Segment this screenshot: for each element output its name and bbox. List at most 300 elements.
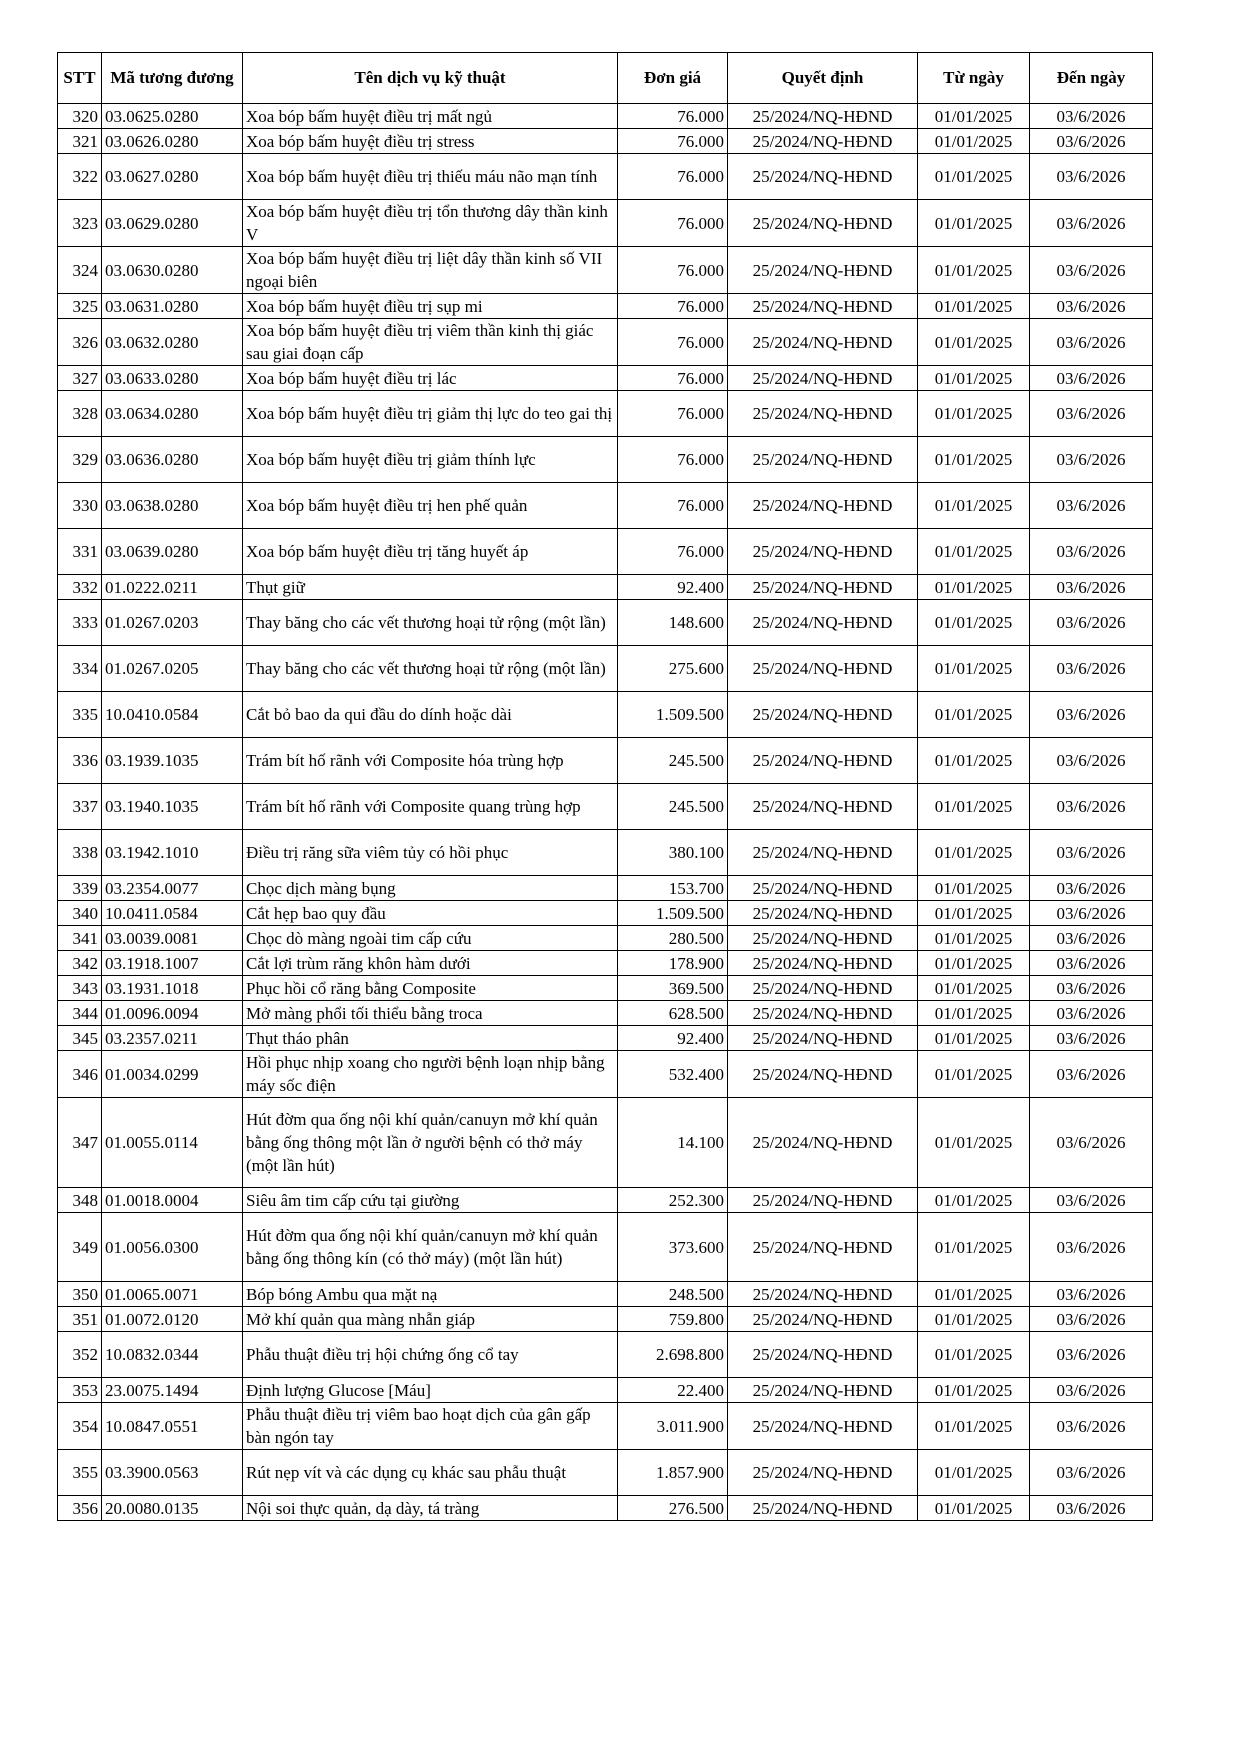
cell-price: 1.509.500 bbox=[618, 901, 728, 926]
cell-from-date: 01/01/2025 bbox=[918, 294, 1030, 319]
table-body bbox=[58, 104, 1153, 1521]
cell-to-date: 03/6/2026 bbox=[1030, 1378, 1153, 1403]
cell-from-date: 01/01/2025 bbox=[918, 200, 1030, 247]
cell-decision: 25/2024/NQ-HĐND bbox=[728, 1450, 918, 1496]
table-row bbox=[58, 926, 1153, 951]
cell-code: 01.0034.0299 bbox=[102, 1051, 243, 1098]
cell-price: 76.000 bbox=[618, 437, 728, 483]
cell-code: 01.0222.0211 bbox=[102, 575, 243, 600]
cell-stt: 340 bbox=[58, 901, 102, 926]
cell-stt: 326 bbox=[58, 319, 102, 366]
cell-to-date: 03/6/2026 bbox=[1030, 1403, 1153, 1450]
cell-to-date: 03/6/2026 bbox=[1030, 692, 1153, 738]
cell-to-date: 03/6/2026 bbox=[1030, 784, 1153, 830]
cell-price: 373.600 bbox=[618, 1213, 728, 1282]
cell-code: 03.0632.0280 bbox=[102, 319, 243, 366]
cell-to-date: 03/6/2026 bbox=[1030, 366, 1153, 391]
cell-decision: 25/2024/NQ-HĐND bbox=[728, 1307, 918, 1332]
cell-service-name: Chọc dò màng ngoài tim cấp cứu bbox=[243, 926, 618, 951]
cell-from-date: 01/01/2025 bbox=[918, 319, 1030, 366]
cell-from-date: 01/01/2025 bbox=[918, 830, 1030, 876]
table-row bbox=[58, 200, 1153, 247]
table-row bbox=[58, 319, 1153, 366]
table-row bbox=[58, 876, 1153, 901]
table-row bbox=[58, 1332, 1153, 1378]
cell-service-name: Chọc dịch màng bụng bbox=[243, 876, 618, 901]
cell-service-name: Xoa bóp bấm huyệt điều trị lác bbox=[243, 366, 618, 391]
cell-decision: 25/2024/NQ-HĐND bbox=[728, 876, 918, 901]
cell-to-date: 03/6/2026 bbox=[1030, 129, 1153, 154]
table-row bbox=[58, 1378, 1153, 1403]
cell-to-date: 03/6/2026 bbox=[1030, 391, 1153, 437]
cell-service-name: Mở khí quản qua màng nhẫn giáp bbox=[243, 1307, 618, 1332]
cell-decision: 25/2024/NQ-HĐND bbox=[728, 951, 918, 976]
cell-price: 76.000 bbox=[618, 104, 728, 129]
cell-service-name: Định lượng Glucose [Máu] bbox=[243, 1378, 618, 1403]
cell-code: 20.0080.0135 bbox=[102, 1496, 243, 1521]
cell-code: 03.0634.0280 bbox=[102, 391, 243, 437]
cell-code: 03.0626.0280 bbox=[102, 129, 243, 154]
cell-to-date: 03/6/2026 bbox=[1030, 1051, 1153, 1098]
cell-to-date: 03/6/2026 bbox=[1030, 575, 1153, 600]
cell-price: 1.857.900 bbox=[618, 1450, 728, 1496]
cell-decision: 25/2024/NQ-HĐND bbox=[728, 1001, 918, 1026]
cell-service-name: Nội soi thực quản, dạ dày, tá tràng bbox=[243, 1496, 618, 1521]
cell-stt: 354 bbox=[58, 1403, 102, 1450]
cell-to-date: 03/6/2026 bbox=[1030, 1001, 1153, 1026]
cell-code: 03.0639.0280 bbox=[102, 529, 243, 575]
cell-stt: 322 bbox=[58, 154, 102, 200]
cell-price: 76.000 bbox=[618, 391, 728, 437]
cell-decision: 25/2024/NQ-HĐND bbox=[728, 294, 918, 319]
cell-service-name: Mở màng phổi tối thiểu bằng troca bbox=[243, 1001, 618, 1026]
cell-price: 76.000 bbox=[618, 294, 728, 319]
cell-from-date: 01/01/2025 bbox=[918, 1051, 1030, 1098]
table-row bbox=[58, 1051, 1153, 1098]
table-row bbox=[58, 784, 1153, 830]
cell-service-name: Xoa bóp bấm huyệt điều trị giảm thính lực bbox=[243, 437, 618, 483]
cell-code: 03.1940.1035 bbox=[102, 784, 243, 830]
cell-price: 76.000 bbox=[618, 366, 728, 391]
cell-stt: 334 bbox=[58, 646, 102, 692]
table-row bbox=[58, 1213, 1153, 1282]
table-row bbox=[58, 692, 1153, 738]
cell-from-date: 01/01/2025 bbox=[918, 1001, 1030, 1026]
cell-stt: 331 bbox=[58, 529, 102, 575]
cell-decision: 25/2024/NQ-HĐND bbox=[728, 483, 918, 529]
table-row bbox=[58, 129, 1153, 154]
cell-to-date: 03/6/2026 bbox=[1030, 646, 1153, 692]
cell-decision: 25/2024/NQ-HĐND bbox=[728, 319, 918, 366]
cell-service-name: Phẫu thuật điều trị hội chứng ống cổ tay bbox=[243, 1332, 618, 1378]
cell-code: 01.0267.0205 bbox=[102, 646, 243, 692]
cell-from-date: 01/01/2025 bbox=[918, 129, 1030, 154]
cell-decision: 25/2024/NQ-HĐND bbox=[728, 1188, 918, 1213]
cell-decision: 25/2024/NQ-HĐND bbox=[728, 830, 918, 876]
cell-price: 76.000 bbox=[618, 529, 728, 575]
cell-from-date: 01/01/2025 bbox=[918, 1403, 1030, 1450]
cell-from-date: 01/01/2025 bbox=[918, 1307, 1030, 1332]
cell-service-name: Xoa bóp bấm huyệt điều trị giảm thị lực do teo gai thị bbox=[243, 391, 618, 437]
cell-decision: 25/2024/NQ-HĐND bbox=[728, 1378, 918, 1403]
cell-decision: 25/2024/NQ-HĐND bbox=[728, 1213, 918, 1282]
cell-from-date: 01/01/2025 bbox=[918, 1282, 1030, 1307]
cell-code: 03.0625.0280 bbox=[102, 104, 243, 129]
cell-code: 01.0055.0114 bbox=[102, 1098, 243, 1188]
cell-to-date: 03/6/2026 bbox=[1030, 1213, 1153, 1282]
cell-from-date: 01/01/2025 bbox=[918, 1450, 1030, 1496]
cell-from-date: 01/01/2025 bbox=[918, 976, 1030, 1001]
cell-to-date: 03/6/2026 bbox=[1030, 901, 1153, 926]
table-row bbox=[58, 738, 1153, 784]
header-price: Đơn giá bbox=[618, 53, 728, 104]
table-row bbox=[58, 366, 1153, 391]
cell-price: 76.000 bbox=[618, 154, 728, 200]
cell-to-date: 03/6/2026 bbox=[1030, 926, 1153, 951]
cell-price: 76.000 bbox=[618, 319, 728, 366]
cell-stt: 324 bbox=[58, 247, 102, 294]
cell-from-date: 01/01/2025 bbox=[918, 784, 1030, 830]
cell-from-date: 01/01/2025 bbox=[918, 154, 1030, 200]
cell-service-name: Bóp bóng Ambu qua mặt nạ bbox=[243, 1282, 618, 1307]
cell-stt: 338 bbox=[58, 830, 102, 876]
cell-to-date: 03/6/2026 bbox=[1030, 104, 1153, 129]
cell-stt: 336 bbox=[58, 738, 102, 784]
table-row bbox=[58, 1282, 1153, 1307]
table-row bbox=[58, 104, 1153, 129]
cell-from-date: 01/01/2025 bbox=[918, 1332, 1030, 1378]
header-name: Tên dịch vụ kỹ thuật bbox=[243, 53, 618, 104]
cell-stt: 342 bbox=[58, 951, 102, 976]
cell-price: 76.000 bbox=[618, 483, 728, 529]
cell-to-date: 03/6/2026 bbox=[1030, 738, 1153, 784]
cell-to-date: 03/6/2026 bbox=[1030, 437, 1153, 483]
cell-decision: 25/2024/NQ-HĐND bbox=[728, 1282, 918, 1307]
cell-service-name: Xoa bóp bấm huyệt điều trị sụp mi bbox=[243, 294, 618, 319]
table-row bbox=[58, 976, 1153, 1001]
cell-stt: 341 bbox=[58, 926, 102, 951]
cell-decision: 25/2024/NQ-HĐND bbox=[728, 529, 918, 575]
cell-to-date: 03/6/2026 bbox=[1030, 529, 1153, 575]
service-price-table bbox=[57, 52, 1153, 1521]
cell-from-date: 01/01/2025 bbox=[918, 247, 1030, 294]
table-header bbox=[58, 53, 1153, 104]
cell-price: 76.000 bbox=[618, 200, 728, 247]
table-row bbox=[58, 575, 1153, 600]
cell-code: 03.0629.0280 bbox=[102, 200, 243, 247]
cell-stt: 325 bbox=[58, 294, 102, 319]
cell-price: 275.600 bbox=[618, 646, 728, 692]
cell-service-name: Điều trị răng sữa viêm tủy có hồi phục bbox=[243, 830, 618, 876]
header-to-date: Đến ngày bbox=[1030, 53, 1153, 104]
cell-decision: 25/2024/NQ-HĐND bbox=[728, 926, 918, 951]
cell-service-name: Thay băng cho các vết thương hoại tử rộng (một lần) bbox=[243, 646, 618, 692]
cell-price: 380.100 bbox=[618, 830, 728, 876]
cell-service-name: Rút nẹp vít và các dụng cụ khác sau phẫu thuật bbox=[243, 1450, 618, 1496]
cell-from-date: 01/01/2025 bbox=[918, 1213, 1030, 1282]
cell-service-name: Thay băng cho các vết thương hoại tử rộng (một lần) bbox=[243, 600, 618, 646]
cell-code: 01.0056.0300 bbox=[102, 1213, 243, 1282]
table-row bbox=[58, 1098, 1153, 1188]
table-row bbox=[58, 830, 1153, 876]
cell-decision: 25/2024/NQ-HĐND bbox=[728, 976, 918, 1001]
cell-stt: 356 bbox=[58, 1496, 102, 1521]
cell-code: 01.0072.0120 bbox=[102, 1307, 243, 1332]
cell-from-date: 01/01/2025 bbox=[918, 391, 1030, 437]
cell-to-date: 03/6/2026 bbox=[1030, 483, 1153, 529]
table-row bbox=[58, 1496, 1153, 1521]
cell-to-date: 03/6/2026 bbox=[1030, 1450, 1153, 1496]
cell-code: 10.0410.0584 bbox=[102, 692, 243, 738]
cell-from-date: 01/01/2025 bbox=[918, 901, 1030, 926]
cell-decision: 25/2024/NQ-HĐND bbox=[728, 901, 918, 926]
cell-to-date: 03/6/2026 bbox=[1030, 1307, 1153, 1332]
cell-from-date: 01/01/2025 bbox=[918, 437, 1030, 483]
table-row bbox=[58, 294, 1153, 319]
cell-stt: 352 bbox=[58, 1332, 102, 1378]
cell-service-name: Xoa bóp bấm huyệt điều trị thiếu máu não mạn tính bbox=[243, 154, 618, 200]
cell-decision: 25/2024/NQ-HĐND bbox=[728, 1332, 918, 1378]
cell-code: 03.0630.0280 bbox=[102, 247, 243, 294]
cell-stt: 321 bbox=[58, 129, 102, 154]
cell-to-date: 03/6/2026 bbox=[1030, 294, 1153, 319]
cell-price: 92.400 bbox=[618, 1026, 728, 1051]
header-decision: Quyết định bbox=[728, 53, 918, 104]
cell-stt: 335 bbox=[58, 692, 102, 738]
cell-decision: 25/2024/NQ-HĐND bbox=[728, 1098, 918, 1188]
cell-to-date: 03/6/2026 bbox=[1030, 319, 1153, 366]
cell-service-name: Trám bít hố rãnh với Composite quang trùng hợp bbox=[243, 784, 618, 830]
cell-stt: 327 bbox=[58, 366, 102, 391]
cell-code: 03.0627.0280 bbox=[102, 154, 243, 200]
cell-code: 03.0039.0081 bbox=[102, 926, 243, 951]
cell-service-name: Thụt giữ bbox=[243, 575, 618, 600]
cell-from-date: 01/01/2025 bbox=[918, 575, 1030, 600]
cell-to-date: 03/6/2026 bbox=[1030, 876, 1153, 901]
cell-stt: 347 bbox=[58, 1098, 102, 1188]
cell-stt: 349 bbox=[58, 1213, 102, 1282]
cell-decision: 25/2024/NQ-HĐND bbox=[728, 129, 918, 154]
table-row bbox=[58, 1188, 1153, 1213]
cell-decision: 25/2024/NQ-HĐND bbox=[728, 1051, 918, 1098]
table-row bbox=[58, 529, 1153, 575]
cell-to-date: 03/6/2026 bbox=[1030, 200, 1153, 247]
cell-code: 10.0832.0344 bbox=[102, 1332, 243, 1378]
cell-price: 1.509.500 bbox=[618, 692, 728, 738]
cell-to-date: 03/6/2026 bbox=[1030, 1026, 1153, 1051]
cell-price: 153.700 bbox=[618, 876, 728, 901]
table-row bbox=[58, 391, 1153, 437]
cell-price: 148.600 bbox=[618, 600, 728, 646]
cell-code: 03.1931.1018 bbox=[102, 976, 243, 1001]
cell-to-date: 03/6/2026 bbox=[1030, 1332, 1153, 1378]
cell-service-name: Hồi phục nhịp xoang cho người bệnh loạn nhịp bằng máy sốc điện bbox=[243, 1051, 618, 1098]
cell-price: 76.000 bbox=[618, 247, 728, 294]
cell-stt: 348 bbox=[58, 1188, 102, 1213]
table-row bbox=[58, 1403, 1153, 1450]
cell-stt: 328 bbox=[58, 391, 102, 437]
cell-service-name: Thụt tháo phân bbox=[243, 1026, 618, 1051]
cell-from-date: 01/01/2025 bbox=[918, 692, 1030, 738]
cell-service-name: Phẫu thuật điều trị viêm bao hoạt dịch của gân gấp bàn ngón tay bbox=[243, 1403, 618, 1450]
cell-from-date: 01/01/2025 bbox=[918, 738, 1030, 784]
cell-price: 628.500 bbox=[618, 1001, 728, 1026]
cell-code: 03.2354.0077 bbox=[102, 876, 243, 901]
cell-from-date: 01/01/2025 bbox=[918, 876, 1030, 901]
table-row bbox=[58, 1450, 1153, 1496]
cell-code: 03.2357.0211 bbox=[102, 1026, 243, 1051]
cell-service-name: Phục hồi cổ răng bằng Composite bbox=[243, 976, 618, 1001]
cell-price: 3.011.900 bbox=[618, 1403, 728, 1450]
cell-price: 245.500 bbox=[618, 738, 728, 784]
cell-stt: 350 bbox=[58, 1282, 102, 1307]
cell-service-name: Cắt hẹp bao quy đầu bbox=[243, 901, 618, 926]
table-row bbox=[58, 247, 1153, 294]
cell-code: 03.0636.0280 bbox=[102, 437, 243, 483]
cell-code: 03.1939.1035 bbox=[102, 738, 243, 784]
table-row bbox=[58, 951, 1153, 976]
cell-decision: 25/2024/NQ-HĐND bbox=[728, 1496, 918, 1521]
cell-code: 03.0638.0280 bbox=[102, 483, 243, 529]
cell-service-name: Trám bít hố rãnh với Composite hóa trùng hợp bbox=[243, 738, 618, 784]
table-row bbox=[58, 1307, 1153, 1332]
header-stt: STT bbox=[58, 53, 102, 104]
cell-price: 22.400 bbox=[618, 1378, 728, 1403]
cell-code: 01.0018.0004 bbox=[102, 1188, 243, 1213]
cell-decision: 25/2024/NQ-HĐND bbox=[728, 391, 918, 437]
cell-to-date: 03/6/2026 bbox=[1030, 247, 1153, 294]
cell-from-date: 01/01/2025 bbox=[918, 529, 1030, 575]
cell-price: 2.698.800 bbox=[618, 1332, 728, 1378]
cell-price: 14.100 bbox=[618, 1098, 728, 1188]
table-row bbox=[58, 483, 1153, 529]
cell-from-date: 01/01/2025 bbox=[918, 1378, 1030, 1403]
cell-price: 178.900 bbox=[618, 951, 728, 976]
cell-stt: 343 bbox=[58, 976, 102, 1001]
cell-service-name: Xoa bóp bấm huyệt điều trị mất ngủ bbox=[243, 104, 618, 129]
cell-price: 276.500 bbox=[618, 1496, 728, 1521]
table-row bbox=[58, 646, 1153, 692]
cell-decision: 25/2024/NQ-HĐND bbox=[728, 1026, 918, 1051]
cell-service-name: Cắt lợi trùm răng khôn hàm dưới bbox=[243, 951, 618, 976]
cell-service-name: Xoa bóp bấm huyệt điều trị tăng huyết áp bbox=[243, 529, 618, 575]
cell-code: 10.0847.0551 bbox=[102, 1403, 243, 1450]
cell-stt: 330 bbox=[58, 483, 102, 529]
table-row bbox=[58, 1026, 1153, 1051]
cell-stt: 320 bbox=[58, 104, 102, 129]
cell-from-date: 01/01/2025 bbox=[918, 1026, 1030, 1051]
cell-code: 03.0633.0280 bbox=[102, 366, 243, 391]
cell-service-name: Xoa bóp bấm huyệt điều trị hen phế quản bbox=[243, 483, 618, 529]
cell-stt: 355 bbox=[58, 1450, 102, 1496]
cell-decision: 25/2024/NQ-HĐND bbox=[728, 437, 918, 483]
cell-from-date: 01/01/2025 bbox=[918, 926, 1030, 951]
cell-from-date: 01/01/2025 bbox=[918, 646, 1030, 692]
cell-price: 759.800 bbox=[618, 1307, 728, 1332]
cell-price: 92.400 bbox=[618, 575, 728, 600]
cell-code: 01.0267.0203 bbox=[102, 600, 243, 646]
cell-stt: 344 bbox=[58, 1001, 102, 1026]
cell-decision: 25/2024/NQ-HĐND bbox=[728, 200, 918, 247]
table-row bbox=[58, 437, 1153, 483]
cell-service-name: Cắt bỏ bao da qui đầu do dính hoặc dài bbox=[243, 692, 618, 738]
cell-to-date: 03/6/2026 bbox=[1030, 1282, 1153, 1307]
cell-service-name: Xoa bóp bấm huyệt điều trị tổn thương dây thần kinh V bbox=[243, 200, 618, 247]
header-from-date: Từ ngày bbox=[918, 53, 1030, 104]
table-row bbox=[58, 1001, 1153, 1026]
cell-service-name: Siêu âm tim cấp cứu tại giường bbox=[243, 1188, 618, 1213]
cell-code: 23.0075.1494 bbox=[102, 1378, 243, 1403]
cell-service-name: Hút đờm qua ống nội khí quản/canuyn mở khí quản bằng ống thông một lần ở người bệnh có thở máy (một lần hút) bbox=[243, 1098, 618, 1188]
cell-from-date: 01/01/2025 bbox=[918, 1496, 1030, 1521]
cell-to-date: 03/6/2026 bbox=[1030, 600, 1153, 646]
cell-to-date: 03/6/2026 bbox=[1030, 976, 1153, 1001]
table-row bbox=[58, 600, 1153, 646]
cell-decision: 25/2024/NQ-HĐND bbox=[728, 104, 918, 129]
cell-to-date: 03/6/2026 bbox=[1030, 1496, 1153, 1521]
cell-price: 245.500 bbox=[618, 784, 728, 830]
cell-to-date: 03/6/2026 bbox=[1030, 154, 1153, 200]
cell-from-date: 01/01/2025 bbox=[918, 483, 1030, 529]
cell-decision: 25/2024/NQ-HĐND bbox=[728, 1403, 918, 1450]
cell-code: 10.0411.0584 bbox=[102, 901, 243, 926]
cell-to-date: 03/6/2026 bbox=[1030, 830, 1153, 876]
cell-from-date: 01/01/2025 bbox=[918, 104, 1030, 129]
cell-to-date: 03/6/2026 bbox=[1030, 951, 1153, 976]
cell-decision: 25/2024/NQ-HĐND bbox=[728, 154, 918, 200]
cell-decision: 25/2024/NQ-HĐND bbox=[728, 738, 918, 784]
cell-stt: 323 bbox=[58, 200, 102, 247]
cell-decision: 25/2024/NQ-HĐND bbox=[728, 646, 918, 692]
cell-price: 369.500 bbox=[618, 976, 728, 1001]
cell-stt: 329 bbox=[58, 437, 102, 483]
cell-from-date: 01/01/2025 bbox=[918, 600, 1030, 646]
cell-stt: 345 bbox=[58, 1026, 102, 1051]
cell-decision: 25/2024/NQ-HĐND bbox=[728, 600, 918, 646]
cell-from-date: 01/01/2025 bbox=[918, 951, 1030, 976]
cell-stt: 337 bbox=[58, 784, 102, 830]
cell-to-date: 03/6/2026 bbox=[1030, 1098, 1153, 1188]
cell-stt: 332 bbox=[58, 575, 102, 600]
cell-to-date: 03/6/2026 bbox=[1030, 1188, 1153, 1213]
cell-stt: 346 bbox=[58, 1051, 102, 1098]
cell-service-name: Xoa bóp bấm huyệt điều trị viêm thần kinh thị giác sau giai đoạn cấp bbox=[243, 319, 618, 366]
cell-decision: 25/2024/NQ-HĐND bbox=[728, 784, 918, 830]
cell-price: 280.500 bbox=[618, 926, 728, 951]
cell-stt: 351 bbox=[58, 1307, 102, 1332]
cell-service-name: Xoa bóp bấm huyệt điều trị stress bbox=[243, 129, 618, 154]
table-row bbox=[58, 154, 1153, 200]
cell-stt: 333 bbox=[58, 600, 102, 646]
cell-price: 252.300 bbox=[618, 1188, 728, 1213]
cell-code: 03.1918.1007 bbox=[102, 951, 243, 976]
cell-code: 03.1942.1010 bbox=[102, 830, 243, 876]
cell-decision: 25/2024/NQ-HĐND bbox=[728, 247, 918, 294]
cell-stt: 353 bbox=[58, 1378, 102, 1403]
cell-service-name: Hút đờm qua ống nội khí quản/canuyn mở khí quản bằng ống thông kín (có thở máy) (một lần hút) bbox=[243, 1213, 618, 1282]
cell-price: 532.400 bbox=[618, 1051, 728, 1098]
cell-code: 01.0096.0094 bbox=[102, 1001, 243, 1026]
header-code: Mã tương đương bbox=[102, 53, 243, 104]
table-row bbox=[58, 901, 1153, 926]
cell-from-date: 01/01/2025 bbox=[918, 1098, 1030, 1188]
cell-stt: 339 bbox=[58, 876, 102, 901]
cell-from-date: 01/01/2025 bbox=[918, 1188, 1030, 1213]
header-row bbox=[58, 53, 1153, 104]
cell-from-date: 01/01/2025 bbox=[918, 366, 1030, 391]
cell-price: 248.500 bbox=[618, 1282, 728, 1307]
cell-decision: 25/2024/NQ-HĐND bbox=[728, 575, 918, 600]
